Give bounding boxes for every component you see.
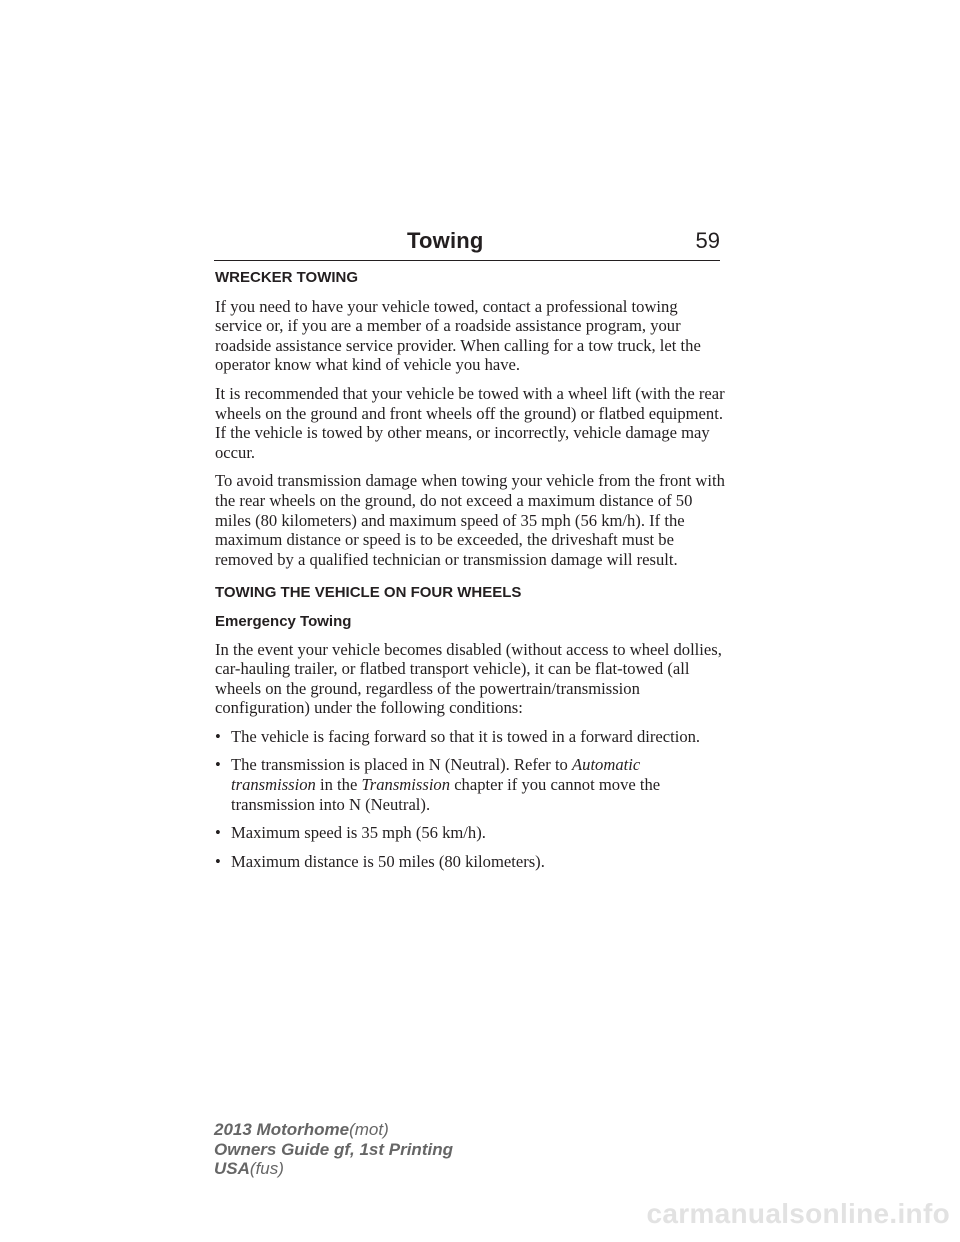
list-item-text: Maximum distance is 50 miles (80 kilometers). [231,851,545,871]
list-item [215,727,725,747]
watermark: carmanualsonline.info [646,1198,950,1229]
footer-model: 2013 Motorhome [214,1120,350,1139]
conditions-list [215,727,725,872]
document-footer [214,1120,453,1179]
bullet-icon: • [215,726,221,746]
footer-guide-edition: Owners Guide gf, 1st Printing [214,1139,453,1159]
paragraph: In the event your vehicle becomes disabled (without access to wheel dollies, car-hauling trailer, or flatbed transport vehicle), it can be flat-towed (all wheels on the ground, regardless of the powertrain/transmission configuration) under the following conditions: [215,639,722,718]
bullet-icon: • [215,851,221,871]
page-header [214,226,720,261]
bullet-icon: • [215,823,221,843]
cross-reference-transmission: Transmission [361,775,451,795]
footer-model-code: (mot) [349,1120,389,1139]
subsection-heading-emergency-towing: Emergency Towing [215,612,352,630]
list-item [215,852,725,872]
list-item-text: chapter if you cannot move the transmission into N (Neutral). [231,775,661,814]
chapter-title: Towing [407,228,484,253]
list-item [215,823,725,843]
paragraph: It is recommended that your vehicle be towed with a wheel lift (with the rear wheels on the ground and front wheels off the ground) or flatbed equipment. If the vehicle is towed by other means, or incorrectly, vehicle damage may occur. [215,383,725,462]
list-item [215,755,725,814]
footer-line [214,1159,453,1179]
paragraph: To avoid transmission damage when towing your vehicle from the front with the rear wheels on the ground, do not exceed a maximum distance of 50 miles (80 kilometers) and maximum speed of 35 mph (56 km/h). If the maximum distance or speed is to be exceeded, the driveshaft must be removed by a qualified technician or transmission damage will result. [215,471,725,569]
footer-market-code: (fus) [249,1159,284,1178]
footer-line [214,1120,453,1140]
footer-market: USA [214,1159,250,1178]
section-heading-wrecker-towing: WRECKER TOWING [215,269,359,286]
list-item-text: The vehicle is facing forward so that it is towed in a forward direction. [231,726,701,746]
list-item-text: Maximum speed is 35 mph (56 km/h). [231,823,486,843]
section-heading-four-wheels: TOWING THE VEHICLE ON FOUR WHEELS [215,584,522,602]
list-item-text: in the [320,775,358,795]
page-number: 59 [695,228,720,253]
cross-reference-automatic-transmission: Automatic transmission [231,755,641,795]
footer-line [214,1140,453,1160]
paragraph: If you need to have your vehicle towed, contact a professional towing service or, if you are a member of a roadside assistance program, your roadside assistance service provider. When calling for a tow truck, let the operator know what kind of vehicle you have. [215,296,701,375]
bullet-icon: • [215,755,221,775]
page-body [215,268,725,880]
list-item-text: The transmission is placed in N (Neutral). Refer to [231,755,568,775]
